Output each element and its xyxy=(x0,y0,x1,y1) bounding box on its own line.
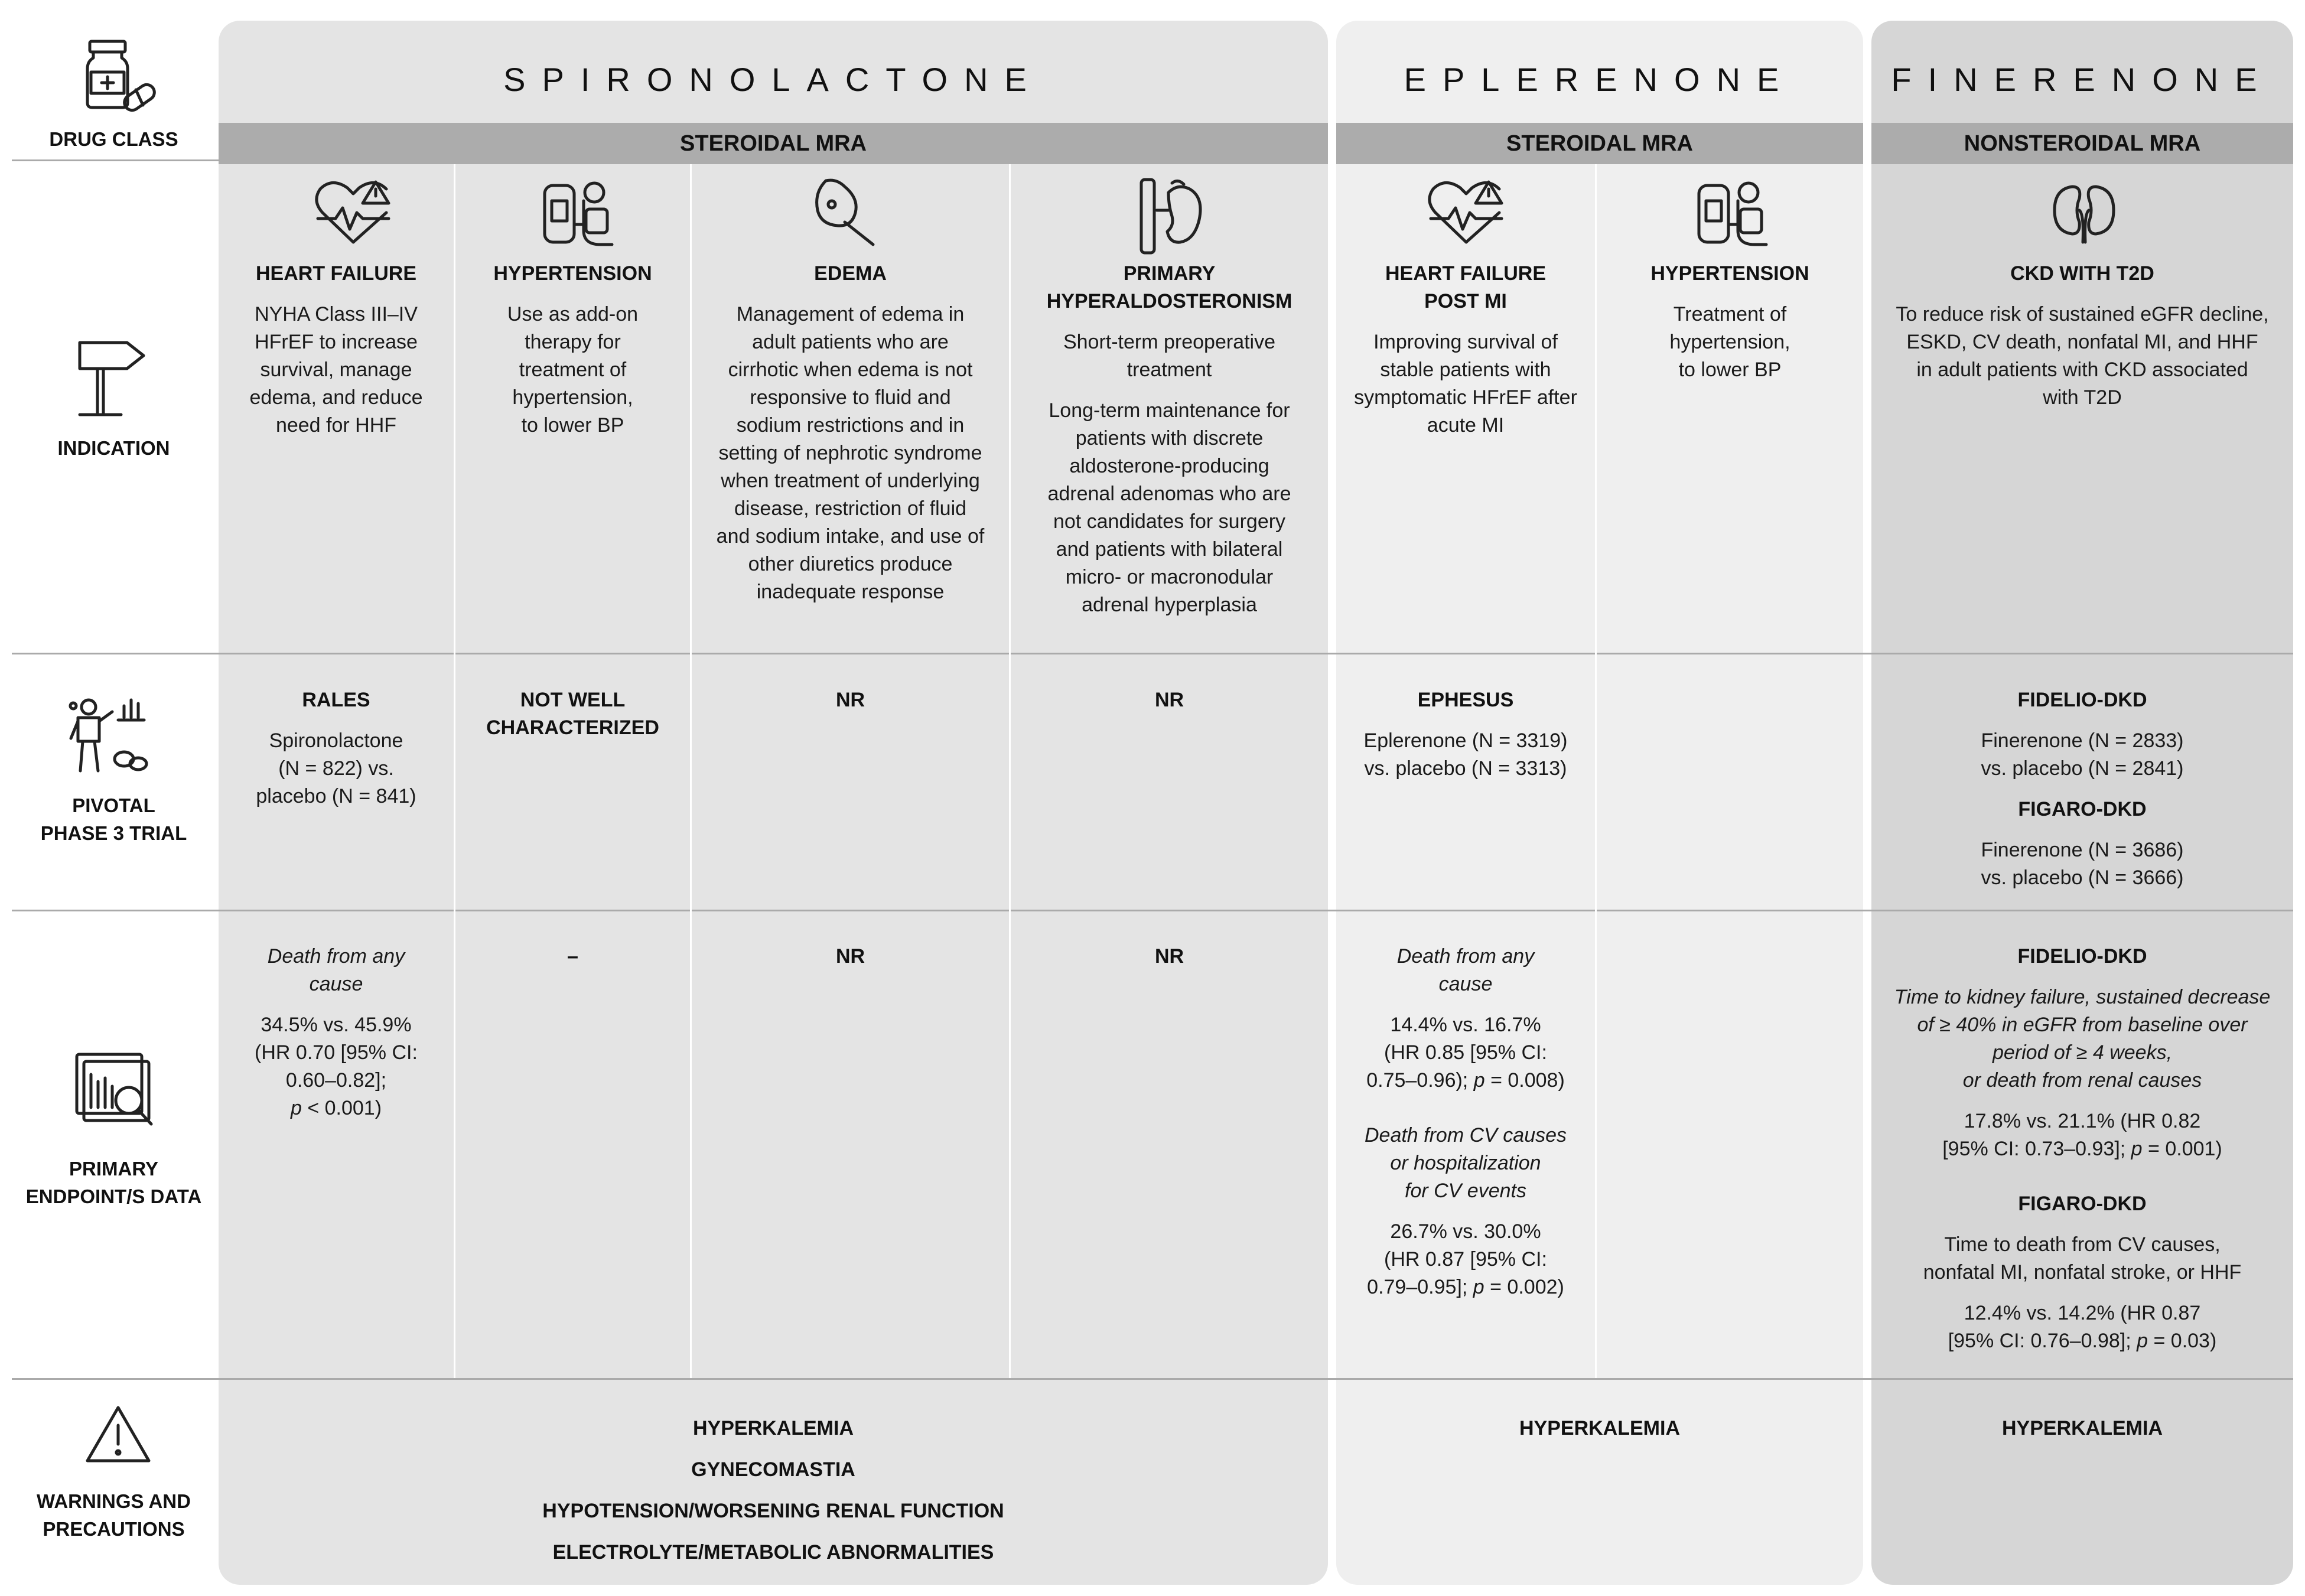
endpoint-definition: Death from any cause xyxy=(267,945,405,995)
row-divider xyxy=(12,910,2293,911)
warnings-eplerenone xyxy=(1336,1408,1863,1449)
indication-title: HYPERTENSION xyxy=(493,262,652,285)
adrenal-kidney-icon xyxy=(1133,175,1210,258)
warning-item: ELECTROLYTE/METABOLIC ABNORMALITIES xyxy=(552,1541,994,1564)
endpoint-result-1: 14.4% vs. 16.7% (HR 0.85 [95% CI: 0.75–0.96); p = 0.008) xyxy=(1366,1014,1565,1092)
row-divider xyxy=(12,159,220,161)
drug-class-eplerenone: STEROIDAL MRA xyxy=(1336,123,1863,164)
indication-text-2: Long-term maintenance for patients with discrete aldosterone-producing adrenal adenomas who are not candidates for surgery and patients with bilateral micro- or macronodular adrenal hyperplasia xyxy=(1047,399,1291,616)
trial-title-figaro: FIGARO-DKD xyxy=(2018,798,2147,820)
endpoint-spiro-htn xyxy=(455,943,690,983)
endpoint-spiro-hf xyxy=(219,943,454,1122)
endpoint-definition-figaro: Time to death from CV causes, nonfatal MI, nonfatal stroke, or HHF xyxy=(1923,1233,2242,1284)
row-label-trial-1: PIVOTAL xyxy=(72,794,155,816)
signpost-icon xyxy=(74,331,151,419)
endpoint-eple-hf xyxy=(1336,943,1595,1301)
endpoint-spiro-pha xyxy=(1011,943,1328,983)
indication-fine-ckd xyxy=(1871,260,2293,412)
trial-title-fidelio: FIDELIO-DKD xyxy=(2017,689,2147,711)
warning-triangle-icon xyxy=(83,1403,154,1468)
warning-item: HYPERKALEMIA xyxy=(2001,1417,2163,1439)
warnings-spironolactone xyxy=(219,1408,1328,1573)
warning-item: HYPERKALEMIA xyxy=(692,1417,854,1439)
indication-title: HEART FAILURE xyxy=(256,262,416,285)
data-analysis-icon xyxy=(70,1048,158,1131)
indication-title: EDEMA xyxy=(814,262,887,285)
indication-text: NYHA Class III–IV HFrEF to increase survival, manage edema, and reduce need for HHF xyxy=(249,303,423,437)
endpoint-dash: – xyxy=(567,945,578,968)
trial-title: NR xyxy=(835,689,865,711)
warning-item: HYPOTENSION/WORSENING RENAL FUNCTION xyxy=(542,1500,1004,1522)
row-divider xyxy=(12,653,2293,654)
endpoint-result-fidelio: 17.8% vs. 21.1% (HR 0.82 [95% CI: 0.73–0.93]; p = 0.001) xyxy=(1942,1110,2222,1160)
warning-item: HYPERKALEMIA xyxy=(1519,1417,1681,1439)
indication-spiro-primary-hyperaldosteronism xyxy=(1011,260,1328,619)
endpoint-definition-fidelio: Time to kidney failure, sustained decrease of ≥ 40% in eGFR from baseline over period of ≥ 4 weeks, or death from renal causes xyxy=(1894,986,2271,1092)
blood-pressure-icon xyxy=(1691,177,1773,254)
endpoint-spiro-edema xyxy=(692,943,1009,983)
indication-title: PRIMARY HYPERALDOSTERONISM xyxy=(1046,262,1293,312)
trial-text-figaro: Finerenone (N = 3686) vs. placebo (N = 3666) xyxy=(1981,839,2184,889)
indication-title: CKD WITH T2D xyxy=(2010,262,2154,285)
edema-icon xyxy=(808,175,891,252)
indication-eple-heart-failure-post-mi xyxy=(1336,260,1595,439)
row-label-warnings-1: WARNINGS AND xyxy=(37,1490,191,1512)
heart-warning-icon xyxy=(312,177,395,248)
endpoint-result-figaro: 12.4% vs. 14.2% (HR 0.87 [95% CI: 0.76–0.98]; p = 0.03) xyxy=(1948,1302,2217,1352)
indication-title: HYPERTENSION xyxy=(1650,262,1809,285)
trial-eple-hf xyxy=(1336,686,1595,783)
trial-spiro-edema xyxy=(692,686,1009,727)
blood-pressure-icon xyxy=(536,177,619,254)
row-label-trial-2: PHASE 3 TRIAL xyxy=(40,822,187,844)
endpoint-result: 34.5% vs. 45.9% (HR 0.70 [95% CI: 0.60–0.82]; p < 0.001) xyxy=(255,1014,418,1119)
trial-text-fidelio: Finerenone (N = 2833) vs. placebo (N = 2841) xyxy=(1981,729,2184,780)
warnings-finerenone xyxy=(1871,1408,2293,1449)
drug-class-finerenone: NONSTEROIDAL MRA xyxy=(1871,123,2293,164)
row-label-endpoint-1: PRIMARY xyxy=(69,1158,158,1180)
indication-spiro-heart-failure xyxy=(219,260,454,439)
row-label-warnings-2: PRECAUTIONS xyxy=(43,1518,185,1540)
indication-text: To reduce risk of sustained eGFR decline, ESKD, CV death, nonfatal MI, and HHF in adult patients with CKD associated with T2D xyxy=(1896,303,2269,409)
drug-name-eplerenone: EPLERENONE xyxy=(1404,61,1796,98)
pill-bottle-icon xyxy=(77,35,159,118)
endpoint-nr: NR xyxy=(1154,945,1184,968)
trial-title: NOT WELL CHARACTERIZED xyxy=(486,689,659,739)
indication-spiro-edema xyxy=(692,260,1009,606)
endpoint-fine xyxy=(1871,943,2293,1355)
patient-chart-icon xyxy=(65,694,154,777)
indication-spiro-hypertension xyxy=(455,260,690,439)
trial-fine xyxy=(1871,686,2293,892)
heart-warning-icon xyxy=(1425,177,1508,248)
indication-text: Short-term preoperative treatment xyxy=(1063,331,1276,381)
kidney-icon xyxy=(2049,181,2120,246)
warning-item: GYNECOMASTIA xyxy=(691,1458,855,1481)
row-label-endpoint-2: ENDPOINT/S DATA xyxy=(25,1185,202,1207)
eplerenone-panel xyxy=(1336,21,1863,1585)
row-label-drug-class: DRUG CLASS xyxy=(49,128,178,150)
trial-title: EPHESUS xyxy=(1417,689,1514,711)
trial-text: Eplerenone (N = 3319) vs. placebo (N = 3313) xyxy=(1363,729,1568,780)
endpoint-title-figaro: FIGARO-DKD xyxy=(2018,1193,2147,1215)
trial-spiro-pha xyxy=(1011,686,1328,727)
row-divider xyxy=(12,1378,2293,1380)
indication-text: Use as add-on therapy for treatment of hypertension, to lower BP xyxy=(507,303,639,437)
row-label-indication: INDICATION xyxy=(57,437,170,459)
endpoint-result-2: 26.7% vs. 30.0% (HR 0.87 [95% CI: 0.79–0.95]; p = 0.002) xyxy=(1367,1220,1564,1298)
trial-title: NR xyxy=(1154,689,1184,711)
indication-title: HEART FAILURE POST MI xyxy=(1385,262,1546,312)
drug-class-spironolactone: STEROIDAL MRA xyxy=(219,123,1328,164)
endpoint-nr: NR xyxy=(835,945,865,968)
trial-text: Spironolactone (N = 822) vs. placebo (N = 841) xyxy=(256,729,416,807)
trial-spiro-htn xyxy=(455,686,690,755)
trial-spiro-hf xyxy=(219,686,454,810)
indication-text: Treatment of hypertension, to lower BP xyxy=(1669,303,1790,381)
indication-text: Management of edema in adult patients who are cirrhotic when edema is not responsive to fluid and sodium restrictions and in setting of nephrotic syndrome when treatment of underlying disease, restriction of fluid and sodium intake, and use of other diuretics produce inadequate response xyxy=(716,303,985,603)
trial-title: RALES xyxy=(302,689,370,711)
indication-eple-hypertension xyxy=(1597,260,1863,384)
endpoint-definition-1: Death from any cause xyxy=(1396,945,1535,995)
indication-text: Improving survival of stable patients with symptomatic HFrEF after acute MI xyxy=(1354,331,1577,437)
endpoint-title-fidelio: FIDELIO-DKD xyxy=(2017,945,2147,968)
endpoint-definition-2: Death from CV causes or hospitalization for CV events xyxy=(1364,1124,1567,1202)
drug-name-spironolactone: SPIRONOLACTONE xyxy=(503,61,1043,98)
drug-name-finerenone: FINERENONE xyxy=(1891,61,2274,98)
